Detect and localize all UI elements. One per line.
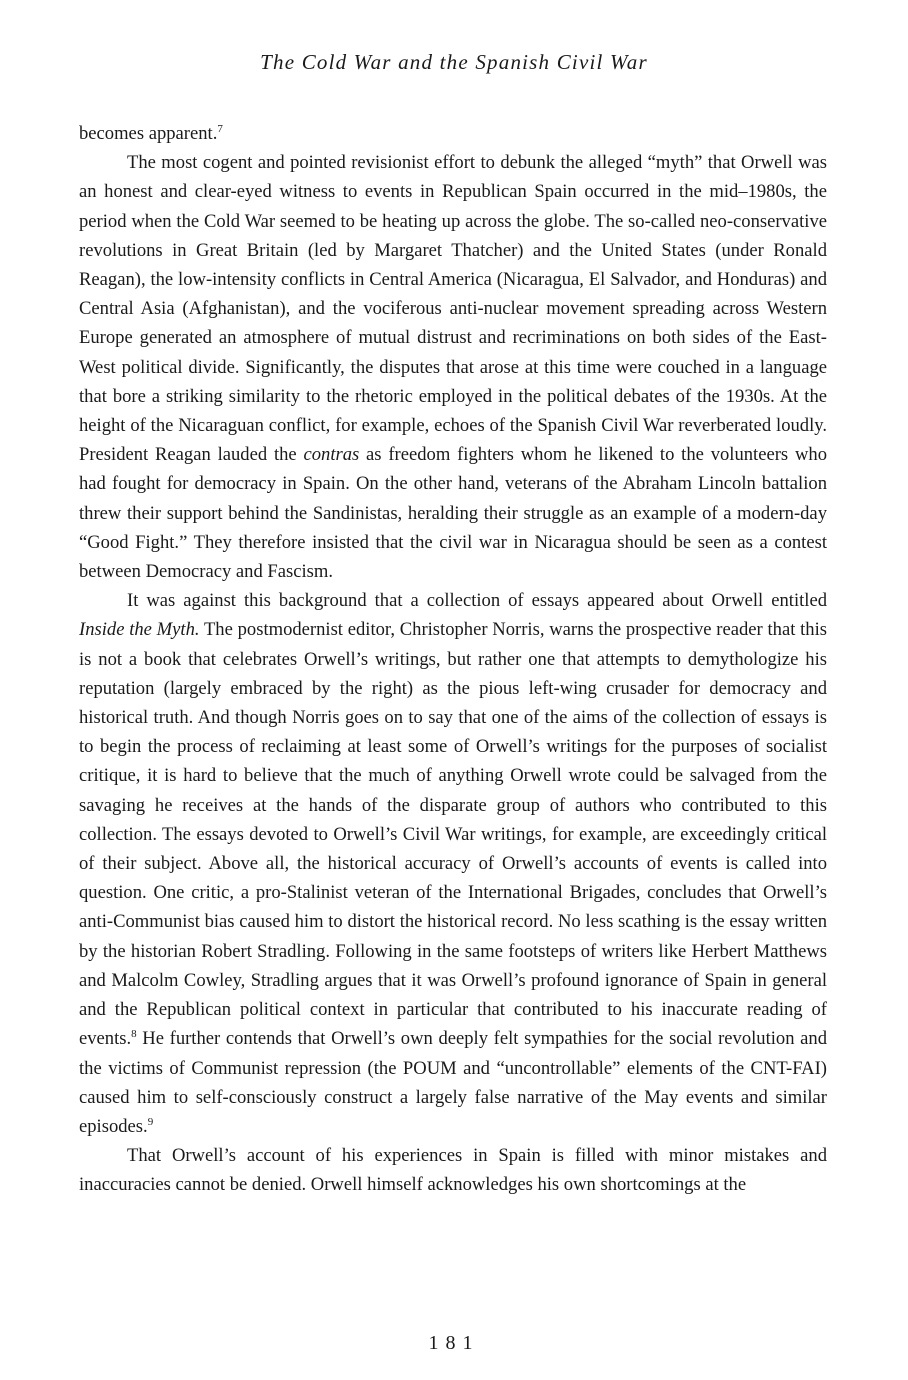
paragraph-2 bbox=[79, 148, 827, 586]
footnote-marker-9[interactable]: 9 bbox=[147, 1115, 154, 1128]
paragraph-text: It was against this background that a collection of essays appeared about Orwell entitled bbox=[127, 590, 827, 612]
footnote-marker-8[interactable]: 8 bbox=[131, 1028, 137, 1041]
paragraph-4 bbox=[79, 1141, 827, 1199]
italic-term-contras: contras bbox=[303, 444, 360, 466]
paragraph-text: as freedom fighters whom he likened to the volunteers who had fought for democracy in Spain. On the other hand, veterans of the Abraham Lincoln battalion threw their support behind the Sandinistas, heralding their struggle as an example of a modern-day “Good Fight.” They therefore insisted that the civil war in Nicaragua should be seen as a contest between Democracy and Fascism. bbox=[79, 444, 827, 583]
book-title-inside-the-myth: Inside the Myth. bbox=[79, 619, 200, 641]
paragraph-3 bbox=[79, 586, 827, 1141]
paragraph-1 bbox=[79, 119, 827, 148]
body-text bbox=[79, 119, 827, 1200]
paragraph-text: The most cogent and pointed revisionist effort to debunk the alleged “myth” that Orwell was an honest and clear-eyed witness to events in Republican Spain occurred in the mid–1980s, the period when the Cold War seemed to be heating up across the globe. The so-called neo-conservative revolutions in Great Britain (led by Margaret Thatcher) and the United States (under Ronald Reagan), the low-intensity conflicts in Central America (Nicaragua, El Salvador, and Honduras) and Central Asia (Afghanistan), and the vociferous anti-nuclear movement spreading across Western Europe generated an atmosphere of mutual distrust and recriminations on both sides of the East-West political divide. Significantly, the disputes that arose at this time were couched in a language that bore a striking similarity to the rhetoric employed in the political debates of the 1930s. At the height of the Nicaraguan conflict, for example, echoes of the Spanish Civil War reverberated loudly. President Reagan lauded the bbox=[79, 152, 827, 466]
page-number: 181 bbox=[428, 1332, 480, 1354]
paragraph-text: He further contends that Orwell’s own deeply felt sympathies for the social revolution and the victims of Communist repression (the POUM and “uncontrollable” elements of the CNT-FAI) caused him to self-consciously construct a largely false narrative of the May events and similar episodes. bbox=[79, 1028, 827, 1137]
running-head: The Cold War and the Spanish Civil War bbox=[260, 50, 648, 74]
paragraph-text: The postmodernist editor, Christopher Norris, warns the prospective reader that this is not a book that celebrates Orwell’s writings, but rather one that attempts to demythologize his reputation (largely embraced by the right) as the pious left-wing crusader for democracy and historical truth. And though Norris goes on to say that one of the aims of the collection of essays is to begin the process of reclaiming at least some of Orwell’s writings for the purposes of socialist critique, it is hard to believe that the much of anything Orwell wrote could be salvaged from the savaging he receives at the hands of the disparate group of authors who contributed to this collection. The essays devoted to Orwell’s Civil War writings, for example, are exceedingly critical of their subject. Above all, the historical accuracy of Orwell’s accounts of events is called into question. One critic, a pro-Stalinist veteran of the International Brigades, concludes that Orwell’s anti-Communist bias caused him to distort the historical record. No less scathing is the essay written by the historian Robert Stradling. Following in the same footsteps of writers like Herbert Matthews and Malcolm Cowley, Stradling argues that it was Orwell’s profound ignorance of Spain in general and the Republican political context in particular that contributed to his inaccurate reading of events. bbox=[79, 619, 827, 1050]
footnote-marker-7[interactable]: 7 bbox=[217, 123, 223, 135]
paragraph-text: That Orwell’s account of his experiences in Spain is filled with minor mistakes and inaccuracies cannot be denied. Orwell himself acknowledges his own shortcomings at the bbox=[79, 1145, 827, 1196]
paragraph-text: becomes apparent. bbox=[79, 123, 218, 144]
